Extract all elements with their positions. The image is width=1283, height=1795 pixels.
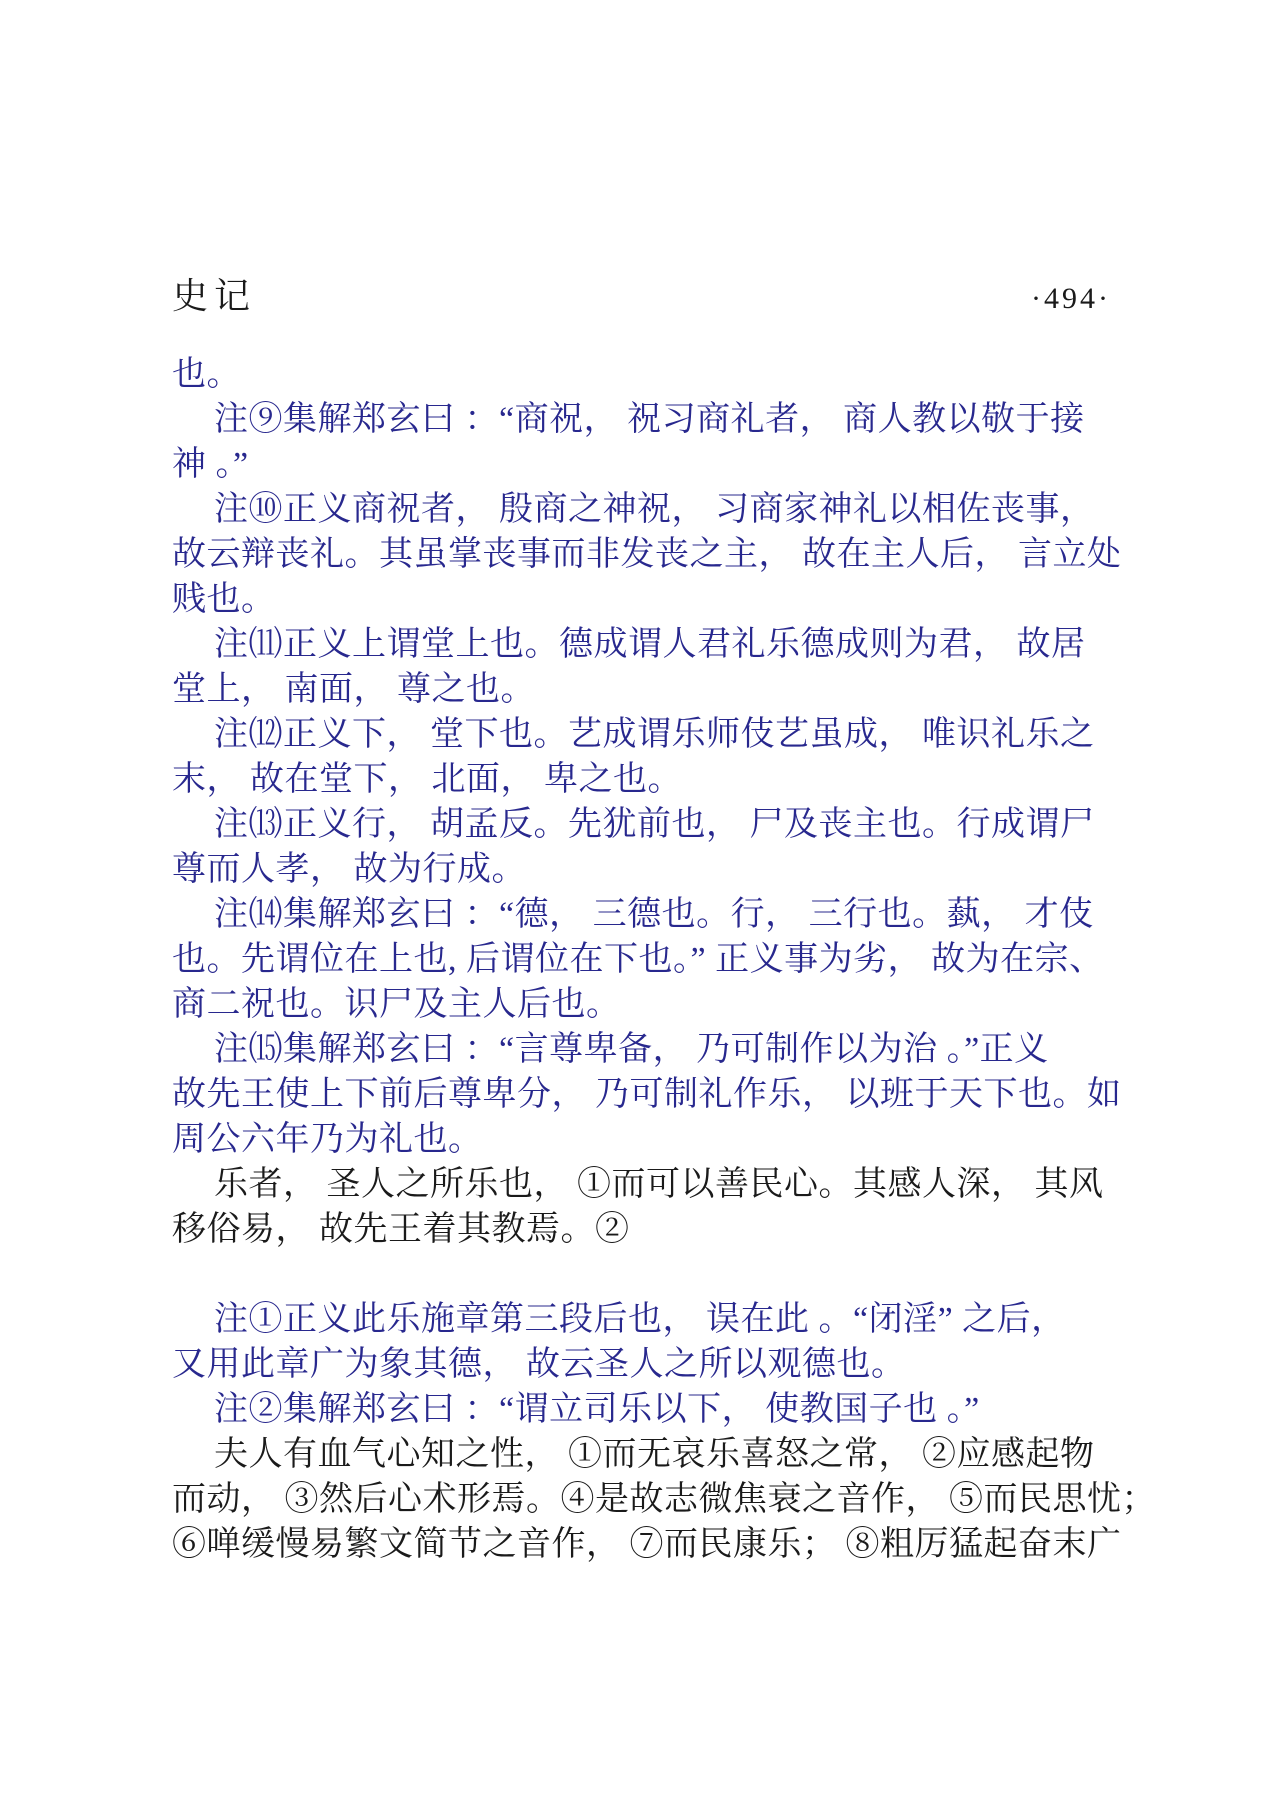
note-text-line: 尊而人孝， 故为行成。	[172, 851, 526, 888]
note-text-line: 注⒂集解郑玄曰 ：“言尊卑备， 乃可制作以为治 。”正义	[214, 1031, 1049, 1068]
main-text-line: 而动， ③然后心术形焉。④是故志微焦衰之音作， ⑤而民思忧；	[172, 1481, 1156, 1518]
note-text-line: 注⒀正义行， 胡孟反。先犹前也， 尸及丧主也。行成谓尸	[214, 806, 1095, 843]
page-number: ·494·	[1031, 282, 1111, 315]
note-text-line: 又用此章广为象其德， 故云圣人之所以观德也。	[172, 1346, 906, 1383]
note-text-line: 商二祝也。识尸及主人后也。	[172, 986, 621, 1023]
note-text-line: 末， 故在堂下， 北面， 卑之也。	[172, 761, 682, 798]
blank-line	[172, 1252, 1117, 1297]
note-text-line: 神 。”	[172, 446, 249, 483]
note-text-line: 周公六年乃为礼也。	[172, 1121, 483, 1158]
body-text	[172, 352, 1156, 1567]
page-header	[172, 268, 1111, 319]
main-text-line: ⑥啴缓慢易繁文简节之音作， ⑦而民康乐； ⑧粗厉猛起奋末广	[172, 1526, 1122, 1563]
note-text-line: 堂上， 南面， 尊之也。	[172, 671, 535, 708]
note-text-line: 注②集解郑玄曰 ：“谓立司乐以下， 使教国子也 。”	[214, 1391, 980, 1428]
note-text-line: 故先王使上下前后尊卑分， 乃可制礼作乐， 以班于天下也。如	[172, 1076, 1122, 1113]
main-text-line: 夫人有血气心知之性， ①而无哀乐喜怒之常， ②应感起物	[214, 1436, 1095, 1473]
note-text-line: 注⑨集解郑玄曰 ：“商祝， 祝习商礼者， 商人教以敬于接	[214, 401, 1085, 438]
note-text-line: 注⒁集解郑玄曰 ：“德， 三德也。行， 三行也。蓺， 才伎	[214, 896, 1094, 933]
note-text-line: 也。先谓位在上也, 后谓位在下也。” 正义事为劣， 故为在宗、	[172, 941, 1104, 978]
note-text-line: 也。	[172, 356, 241, 393]
note-text-line: 注⑾正义上谓堂上也。德成谓人君礼乐德成则为君， 故居	[214, 626, 1086, 663]
note-text-line: 故云辩丧礼。其虽掌丧事而非发丧之主， 故在主人后， 言立处	[172, 536, 1122, 573]
main-text-line: 移俗易， 故先王着其教焉。②	[172, 1211, 630, 1248]
note-text-line: 贱也。	[172, 581, 276, 618]
note-text-line: 注①正义此乐施章第三段后也， 误在此 。“闭淫” 之后，	[214, 1301, 1066, 1338]
note-text-line: 注⑿正义下， 堂下也。艺成谓乐师伎艺虽成， 唯识礼乐之	[214, 716, 1095, 753]
main-text-line: 乐者， 圣人之所乐也， ①而可以善民心。其感人深， 其风	[214, 1166, 1104, 1203]
note-text-line: 注⑩正义商祝者， 殷商之神祝， 习商家神礼以相佐丧事，	[214, 491, 1095, 528]
book-title: 史记	[172, 276, 257, 316]
